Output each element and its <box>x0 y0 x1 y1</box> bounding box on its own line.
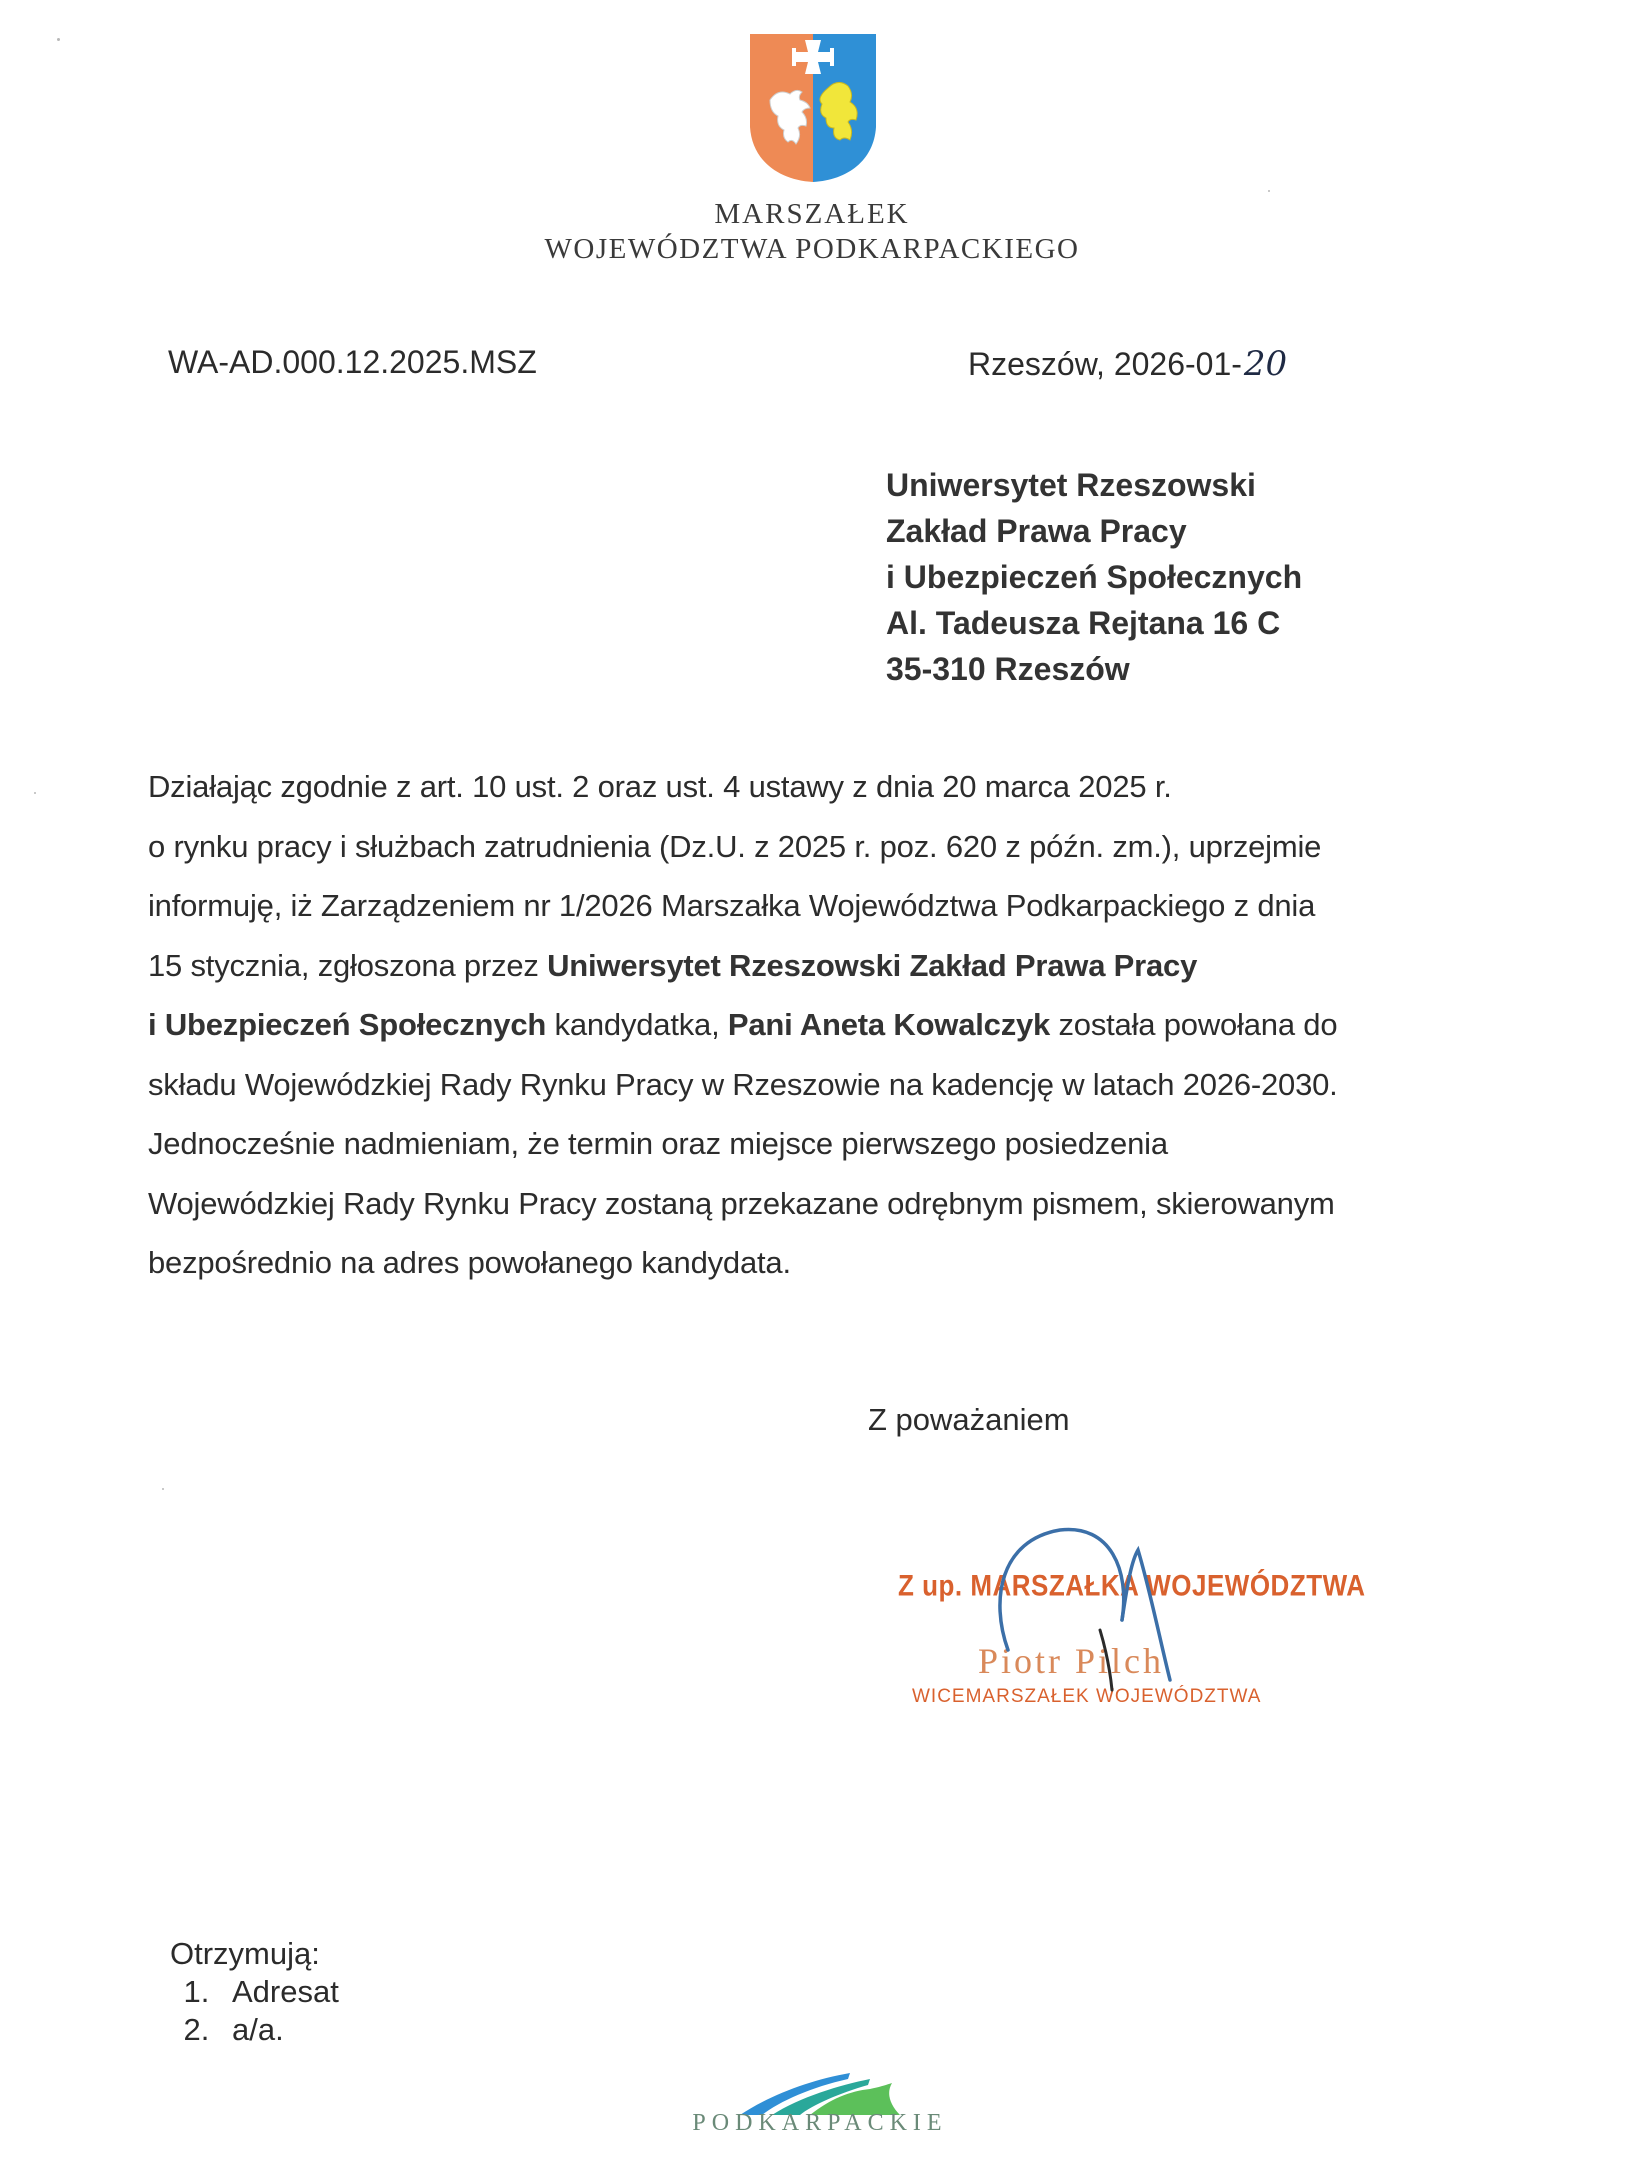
addressee-line: Al. Tadeusza Rejtana 16 C <box>886 605 1281 641</box>
scan-speck <box>162 1488 164 1490</box>
stamp-signatory-name: Piotr Pilch <box>978 1641 1165 1681</box>
office-title-line2: WOJEWÓDZTWA PODKARPACKIEGO <box>544 233 1080 265</box>
body-line: Wojewódzkiej Rady Rynku Pracy zostaną przekazane odrębnym pismem, skierowanym <box>148 1185 1335 1221</box>
body-line: bezpośrednio na adres powołanego kandydata. <box>148 1245 791 1280</box>
scan-speck <box>1268 190 1270 192</box>
body-text: kandydatka, <box>546 1007 728 1042</box>
recipient-item: 2. a/a. <box>218 2011 339 2049</box>
reference-number: WA-AD.000.12.2025.MSZ <box>168 344 537 380</box>
body-line: Działając zgodnie z art. 10 ust. 2 oraz ust. 4 ustawy z dnia 20 marca 2025 r. <box>148 769 1172 804</box>
document-date <box>968 344 1287 384</box>
institution-name: Uniwersytet Rzeszowski Zakład Prawa Pracy <box>547 947 1198 983</box>
coat-of-arms-icon <box>748 32 878 184</box>
addressee-line: i Ubezpieczeń Społecznych <box>886 559 1303 595</box>
office-title-line1: MARSZAŁEK <box>714 198 910 230</box>
candidate-name: Pani Aneta Kowalczyk <box>727 1007 1051 1042</box>
stamp-signatory-role: WICEMARSZAŁEK WOJEWÓDZTWA <box>912 1686 1262 1707</box>
addressee-line: Uniwersytet Rzeszowski <box>886 467 1256 503</box>
recipients-label: Otrzymują: <box>170 1936 320 1971</box>
recipient-item: 1. Adresat <box>218 1973 339 2011</box>
body-line: o rynku pracy i służbach zatrudnienia (Dz.U. z 2025 r. poz. 620 z późn. zm.), uprzejmie <box>148 828 1322 864</box>
date-handwritten-day: 20 <box>1243 344 1288 384</box>
body-line: informuję, iż Zarządzeniem nr 1/2026 Marszałka Województwa Podkarpackiego z dnia <box>148 888 1316 923</box>
podkarpackie-logo-icon <box>700 2055 940 2115</box>
letter-body <box>148 757 1488 1293</box>
body-line: składu Wojewódzkiej Rady Rynku Pracy w Rzeszowie na kadencję w latach 2026-2030. <box>148 1066 1338 1102</box>
closing-salutation: Z poważaniem <box>868 1402 1070 1437</box>
body-text: 15 stycznia, zgłoszona przez <box>148 947 548 983</box>
scan-speck <box>34 792 36 794</box>
stamp-authority-line: Z up. MARSZAŁKA WOJEWÓDZTWA <box>898 1568 1366 1603</box>
addressee-line: Zakład Prawa Pracy <box>886 513 1187 549</box>
institution-name: i Ubezpieczeń Społecznych <box>148 1007 547 1042</box>
recipients-block <box>170 1935 339 2049</box>
addressee-block <box>886 462 1302 692</box>
date-printed: Rzeszów, 2026-01- <box>968 346 1242 382</box>
body-line: Jednocześnie nadmieniam, że termin oraz miejsce pierwszego posiedzenia <box>148 1126 1168 1161</box>
body-line <box>148 936 1488 996</box>
body-line <box>148 995 1488 1055</box>
body-text: została powołana do <box>1050 1007 1338 1042</box>
footer-brand-text: PODKARPACKIE <box>692 2110 948 2136</box>
addressee-line: 35-310 Rzeszów <box>886 651 1130 687</box>
scan-speck <box>57 38 60 41</box>
